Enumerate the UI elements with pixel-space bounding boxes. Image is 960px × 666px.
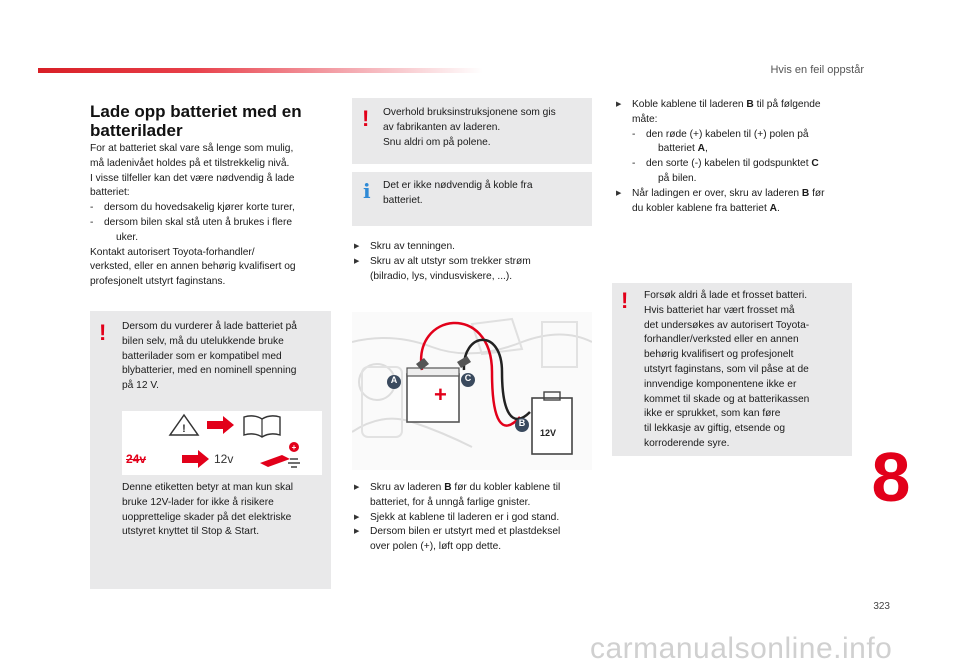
intro-line: batteriet:	[90, 187, 130, 199]
intro-line: For at batteriet skal vare så lenge som mulig,	[90, 143, 294, 154]
warning-line: Overhold bruksinstruksjonene som gis	[383, 107, 556, 118]
step-item: ▶ Sjekk at kablene til laderen er i god stand.	[354, 511, 599, 526]
warning-line: Dersom du vurderer å lade batteriet på	[122, 321, 297, 332]
engine-bay-graphic	[352, 312, 592, 470]
svg-text:+: +	[434, 382, 447, 407]
info-icon: i	[363, 179, 371, 203]
step-text-bold: B	[444, 482, 452, 493]
step-item	[354, 481, 599, 511]
warning-line: kommet til skade og at batterikassen	[644, 393, 810, 405]
warning-line: bilen selv, må du utelukkende bruke	[122, 335, 284, 347]
step-text-bold: B	[801, 187, 810, 199]
warning-text	[383, 106, 588, 150]
contact-line: Kontakt autorisert Toyota-forhandler/	[90, 246, 255, 258]
dash-item	[90, 216, 335, 246]
dash-item: - dersom du hovedsakelig kjører korte turer,	[90, 201, 335, 216]
dash-item-text: ,	[705, 143, 708, 155]
header-accent-bar	[38, 68, 483, 73]
steps-before	[354, 240, 594, 284]
warning-line: utstyrt faginstans, som vil påse at de	[644, 363, 809, 375]
step-text: Skru av alt utstyr som trekker strøm	[370, 255, 531, 267]
svg-text:+: +	[291, 443, 297, 452]
exclamation-icon: !	[621, 288, 629, 313]
info-text	[383, 179, 588, 209]
voltage-label-image	[122, 411, 322, 475]
charger-label: 12V	[540, 428, 557, 438]
step-text: batteriet, for å unngå farlige gnister.	[370, 496, 531, 508]
steps-during	[354, 481, 599, 555]
warning-line: ikke er sprukket, som kan føre	[644, 408, 781, 420]
warning-line: av fabrikanten av laderen.	[383, 121, 501, 133]
step-text: Koble kablene til laderen	[632, 99, 747, 110]
dash-item-bold: C	[811, 158, 819, 170]
page-number: 323	[873, 601, 890, 612]
step-item	[354, 255, 594, 285]
step-text: før du kobler kablene til	[451, 482, 561, 493]
arrow-right-icon	[182, 450, 209, 468]
warning-line: Forsøk aldri å lade et frosset batteri.	[644, 290, 808, 301]
marker-c-label: C	[464, 373, 472, 383]
step-text-bold: A	[769, 202, 777, 214]
label-line: uopprettelige skader på det elektriske	[122, 511, 292, 523]
dash-item-text: uker.	[116, 231, 139, 243]
info-line: batteriet.	[383, 194, 423, 206]
step-item	[354, 525, 599, 555]
warning-line: det undersøkes av autorisert Toyota-	[644, 319, 810, 331]
info-line: Det er ikke nødvendig å koble fra	[383, 180, 533, 191]
warning-line: Hvis batteriet har vært frosset må	[644, 304, 795, 316]
step-text: Når ladingen er over, skru av laderen	[632, 187, 802, 199]
label-line: bruke 12V-lader for ikke å risikere	[122, 496, 274, 508]
dash-item-text: på bilen.	[658, 172, 697, 184]
warning-line: Snu aldri om på polene.	[383, 136, 491, 148]
charger-icon	[532, 392, 572, 454]
label-line: Denne etiketten betyr at man kun skal	[122, 482, 294, 493]
step-text: Skru av laderen	[370, 482, 445, 493]
title-line-1: Lade opp batteriet med en	[90, 102, 302, 121]
label-24v: 24v	[126, 452, 147, 466]
watermark: carmanualsonline.info	[590, 632, 893, 665]
charger-clamp-icon	[260, 455, 290, 467]
dash-item-bold: A	[697, 143, 706, 155]
info-box	[352, 172, 592, 226]
warning-text	[122, 320, 327, 394]
step-text: du kobler kablene fra batteriet	[632, 202, 770, 214]
contact-line: verksted, eller en annen behørig kvalifisert og	[90, 261, 296, 273]
intro-line: I visse tilfeller kan det være nødvendig å lade	[90, 172, 295, 184]
title-line-2: batterilader	[90, 121, 183, 140]
intro-line: må ladenivået holdes på et tilstrekkelig nivå.	[90, 157, 290, 169]
dash-item-text: batteriet	[658, 143, 698, 155]
marker-a-label: A	[390, 375, 398, 385]
connection-steps	[616, 98, 861, 216]
step-item: ▶ Skru av tenningen.	[354, 240, 594, 255]
warning-line: på 12 V.	[122, 380, 160, 392]
page-title	[90, 102, 335, 140]
label-12v: 12v	[214, 452, 234, 466]
intro-text	[90, 142, 335, 290]
dash-item-text: den røde (+) kabelen til (+) polen på	[646, 128, 809, 140]
step-text: før	[809, 187, 825, 199]
chapter-number: 8	[871, 438, 911, 516]
battery-icon	[407, 368, 459, 422]
label-line: utstyret knyttet til Stop & Start.	[122, 526, 260, 538]
step-text: måte:	[632, 113, 658, 125]
step-text: til på følgende	[753, 99, 821, 110]
warning-text	[644, 289, 849, 452]
step-text-bold: B	[746, 99, 754, 110]
step-text: .	[776, 202, 780, 214]
warning-line: batterilader som er kompatibel med	[122, 350, 282, 362]
step-item	[616, 187, 861, 217]
arrow-right-icon	[207, 416, 234, 434]
contact-line: profesjonelt utstyrt faginstans.	[90, 276, 226, 288]
warning-line: forhandler/verksted eller en annen	[644, 334, 799, 346]
step-text: Dersom bilen er utstyrt med et plastdeksel	[370, 526, 561, 538]
label-explanation	[122, 481, 327, 540]
warning-box-instructions	[352, 98, 592, 164]
warning-line: behørig kvalifisert og profesjonelt	[644, 349, 794, 361]
exclamation-icon: !	[99, 320, 107, 345]
warning-box-frozen-battery	[612, 283, 852, 456]
dash-item-text: den sorte (-) kabelen til godspunktet	[646, 158, 812, 170]
section-title: Hvis en feil oppstår	[770, 64, 864, 76]
warning-box-lead-battery	[90, 311, 331, 589]
step-text: over polen (+), løft opp dette.	[370, 541, 502, 553]
dash-item-text: dersom bilen skal stå uten å brukes i flere	[104, 216, 292, 228]
exclamation-icon: !	[362, 106, 370, 131]
dash-item	[632, 128, 861, 158]
svg-text:!: !	[182, 423, 186, 435]
step-text: (bilradio, lys, vindusviskere, ...).	[370, 270, 513, 282]
battery-charging-illustration	[352, 312, 592, 470]
warning-line: til lekkasje av giftig, etsende og	[644, 423, 786, 435]
warning-line: korroderende syre.	[644, 437, 730, 449]
step-item	[616, 98, 861, 187]
marker-b-label: B	[518, 418, 526, 428]
dash-item	[632, 157, 861, 187]
warning-line: innvendige komponentene ikke er	[644, 378, 797, 390]
warning-line: blybatterier, med en nominell spenning	[122, 365, 297, 377]
